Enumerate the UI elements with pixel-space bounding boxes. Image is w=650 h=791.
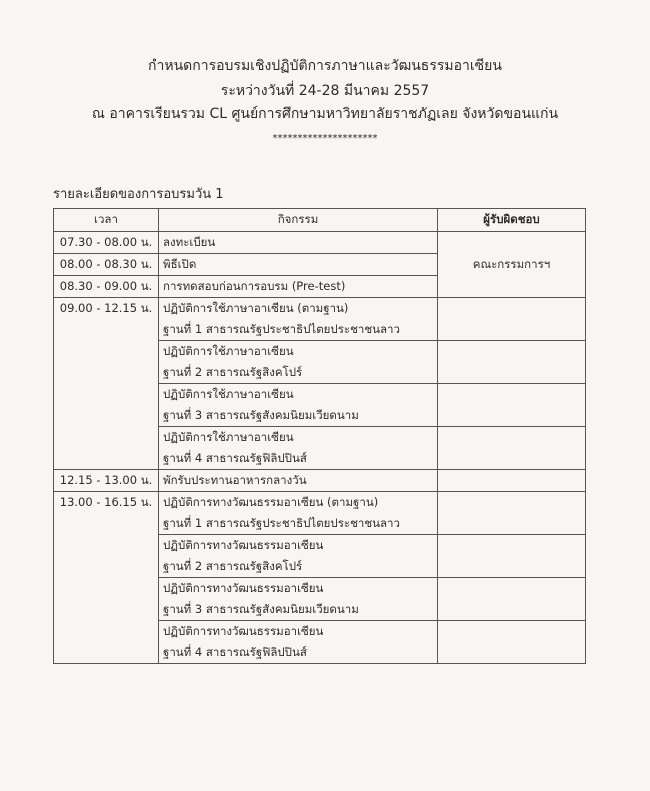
activity-line: ปฏิบัติการทางวัฒนธรรมอาเซียน xyxy=(163,538,324,552)
activity-cell xyxy=(159,535,438,578)
activity-line: ฐานที่ 3 สาธารณรัฐสังคมนิยมเวียดนาม xyxy=(163,408,359,422)
responsible-cell-empty xyxy=(438,470,586,492)
activity-cell xyxy=(159,232,438,254)
responsible-cell-empty xyxy=(438,341,586,384)
responsible-cell-empty xyxy=(438,427,586,470)
schedule-body xyxy=(54,232,586,664)
activity-line: ปฏิบัติการใช้ภาษาอาเซียน xyxy=(163,387,294,401)
activity-line: พิธีเปิด xyxy=(163,257,197,271)
responsible-cell-empty xyxy=(438,492,586,535)
time-cell: 13.00 - 16.15 น. xyxy=(54,492,159,664)
header-title-line: กำหนดการอบรมเชิงปฏิบัติการภาษาและวัฒนธรรมอาเซียน xyxy=(148,58,502,74)
star-divider: ********************* xyxy=(272,133,378,144)
activity-line: ปฏิบัติการทางวัฒนธรรมอาเซียน xyxy=(163,624,324,638)
activity-cell xyxy=(159,298,438,341)
schedule-table xyxy=(53,208,586,664)
responsible-cell-empty xyxy=(438,535,586,578)
responsible-cell-empty xyxy=(438,578,586,621)
activity-line: ลงทะเบียน xyxy=(163,235,216,249)
responsible-cell-empty xyxy=(438,621,586,664)
responsible-cell-empty xyxy=(438,298,586,341)
activity-line: ปฏิบัติการใช้ภาษาอาเซียน (ตามฐาน) xyxy=(163,301,349,315)
time-cell: 09.00 - 12.15 น. xyxy=(54,298,159,470)
header-venue-line: ณ อาคารเรียนรวม CL ศูนย์การศึกษามหาวิทยาลัยราชภัฏเลย จังหวัดขอนแก่น xyxy=(91,106,559,122)
activity-line: ปฏิบัติการทางวัฒนธรรมอาเซียน (ตามฐาน) xyxy=(163,495,379,509)
activity-line: ปฏิบัติการใช้ภาษาอาเซียน xyxy=(163,344,294,358)
table-row xyxy=(54,232,586,254)
activity-line: ฐานที่ 4 สาธารณรัฐฟิลิปปินส์ xyxy=(163,451,307,465)
activity-line: ฐานที่ 3 สาธารณรัฐสังคมนิยมเวียดนาม xyxy=(163,602,359,616)
activity-cell xyxy=(159,621,438,664)
activity-cell xyxy=(159,470,438,492)
table-header-row xyxy=(54,209,586,232)
time-cell: 12.15 - 13.00 น. xyxy=(54,470,159,492)
activity-line: พักรับประทานอาหารกลางวัน xyxy=(163,473,307,487)
table-row xyxy=(54,470,586,492)
table-row xyxy=(54,298,586,341)
responsible-cell-empty xyxy=(438,384,586,427)
activity-cell xyxy=(159,384,438,427)
section-subtitle: รายละเอียดของการอบรมวัน 1 xyxy=(53,187,224,202)
activity-line: ปฏิบัติการทางวัฒนธรรมอาเซียน xyxy=(163,581,324,595)
header-time: เวลา xyxy=(54,209,159,232)
activity-line: ฐานที่ 4 สาธารณรัฐฟิลิปปินส์ xyxy=(163,645,307,659)
activity-cell xyxy=(159,341,438,384)
activity-cell xyxy=(159,427,438,470)
activity-line: ฐานที่ 2 สาธารณรัฐสิงคโปร์ xyxy=(163,559,303,573)
header-date-line: ระหว่างวันที่ 24-28 มีนาคม 2557 xyxy=(220,83,430,99)
activity-line: การทดสอบก่อนการอบรม (Pre-test) xyxy=(163,279,346,293)
responsible-cell: คณะกรรมการฯ xyxy=(438,232,586,298)
activity-line: ฐานที่ 2 สาธารณรัฐสิงคโปร์ xyxy=(163,365,303,379)
activity-cell xyxy=(159,578,438,621)
activity-cell xyxy=(159,276,438,298)
time-cell: 08.30 - 09.00 น. xyxy=(54,276,159,298)
time-cell: 08.00 - 08.30 น. xyxy=(54,254,159,276)
header-activity: กิจกรรม xyxy=(159,209,438,232)
activity-line: ฐานที่ 1 สาธารณรัฐประชาธิปไตยประชาชนลาว xyxy=(163,322,400,336)
table-row xyxy=(54,492,586,535)
activity-cell xyxy=(159,492,438,535)
activity-cell xyxy=(159,254,438,276)
activity-line: ปฏิบัติการใช้ภาษาอาเซียน xyxy=(163,430,294,444)
activity-line: ฐานที่ 1 สาธารณรัฐประชาธิปไตยประชาชนลาว xyxy=(163,516,400,530)
header-responsible: ผู้รับผิดชอบ xyxy=(438,209,586,232)
time-cell: 07.30 - 08.00 น. xyxy=(54,232,159,254)
